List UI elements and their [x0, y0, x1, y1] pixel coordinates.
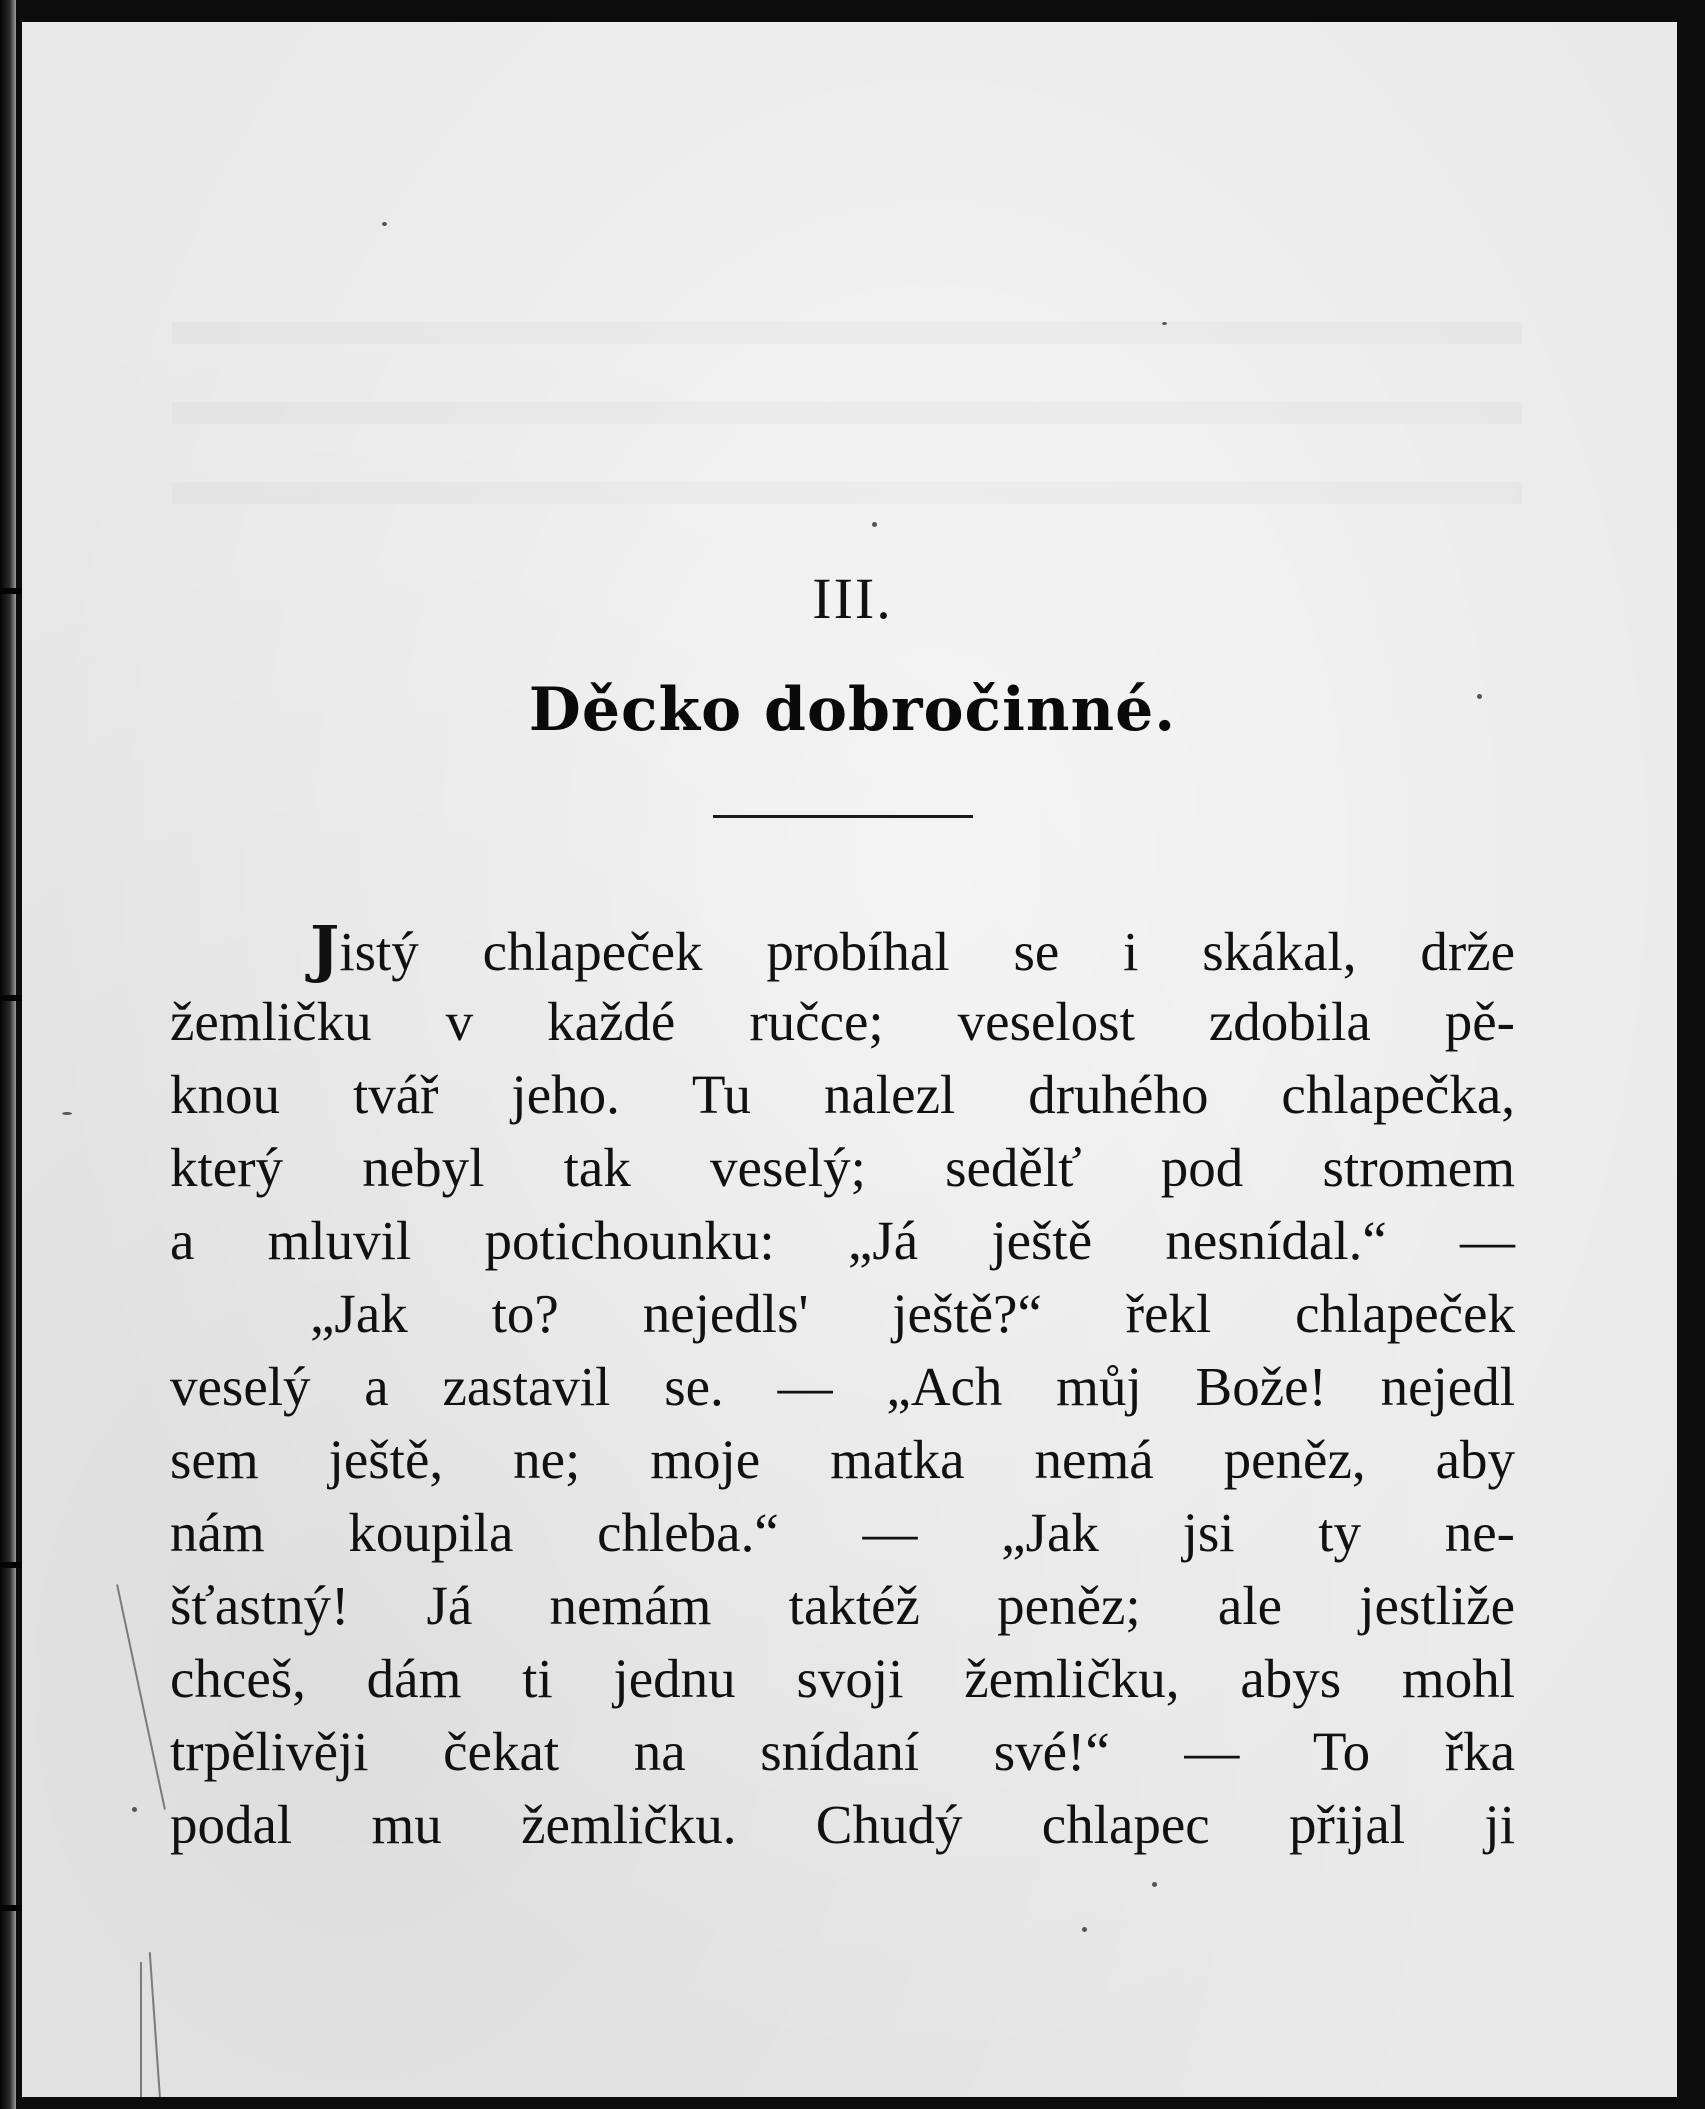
spine-mark — [0, 995, 22, 1001]
spine-mark — [0, 1562, 22, 1568]
paper-speck — [872, 522, 877, 527]
chapter-numeral: III. — [812, 566, 893, 631]
text-line: chceš, dám ti jednu svoji žemličku, abys mohl — [170, 1648, 1515, 1709]
paper-speck — [132, 1807, 137, 1812]
title-divider-rule — [713, 815, 973, 818]
paper-scratch — [116, 1584, 166, 1809]
text-line: šťastný! Já nemám taktéž peněz; ale jestliže — [170, 1575, 1515, 1636]
chapter-title: Děcko dobročinné. — [528, 675, 1177, 745]
paragraph-1 — [170, 912, 1515, 1277]
text-line: knou tvář jeho. Tu nalezl druhého chlapečka, — [170, 1064, 1515, 1125]
text-line: žemličku v každé ručce; veselost zdobila pě- — [170, 991, 1515, 1052]
paper-speck — [1082, 1927, 1087, 1932]
text-line: veselý a zastavil se. — „Ach můj Bože! nejedl — [170, 1356, 1515, 1417]
text-line: sem ještě, ne; moje matka nemá peněz, aby — [170, 1429, 1515, 1490]
spine-mark — [0, 1905, 22, 1911]
paper-speck — [62, 1112, 72, 1115]
paragraph-2 — [170, 1277, 1515, 1861]
text-line: a mluvil potichounku: „Já ještě nesnídal.“ — — [170, 1210, 1515, 1271]
paper-scratch — [140, 1962, 142, 2097]
text-line: trpělivěji čekat na snídaní své!“ — To řka — [170, 1721, 1515, 1782]
text-line: který nebyl tak veselý; sedělť pod stromem — [170, 1137, 1515, 1198]
text-line: nám koupila chleba.“ — „Jak jsi ty ne- — [170, 1502, 1515, 1563]
text-line — [170, 912, 1515, 985]
text-line: podal mu žemličku. Chudý chlapec přijal ji — [170, 1794, 1515, 1855]
paper-speck — [1152, 1882, 1157, 1887]
paper-scratch — [149, 1952, 161, 2097]
drop-cap: J — [310, 912, 340, 985]
bleed-through-text — [172, 282, 1522, 532]
paper-speck — [1162, 322, 1167, 325]
chapter-body — [170, 912, 1515, 1861]
text-line-content: istý chlapeček probíhal se i skákal, drže — [339, 921, 1515, 982]
book-spine-shadow — [0, 0, 16, 2109]
paper-speck — [382, 222, 387, 226]
text-line: „Jak to? nejedls' ještě?“ řekl chlapeček — [310, 1283, 1515, 1344]
